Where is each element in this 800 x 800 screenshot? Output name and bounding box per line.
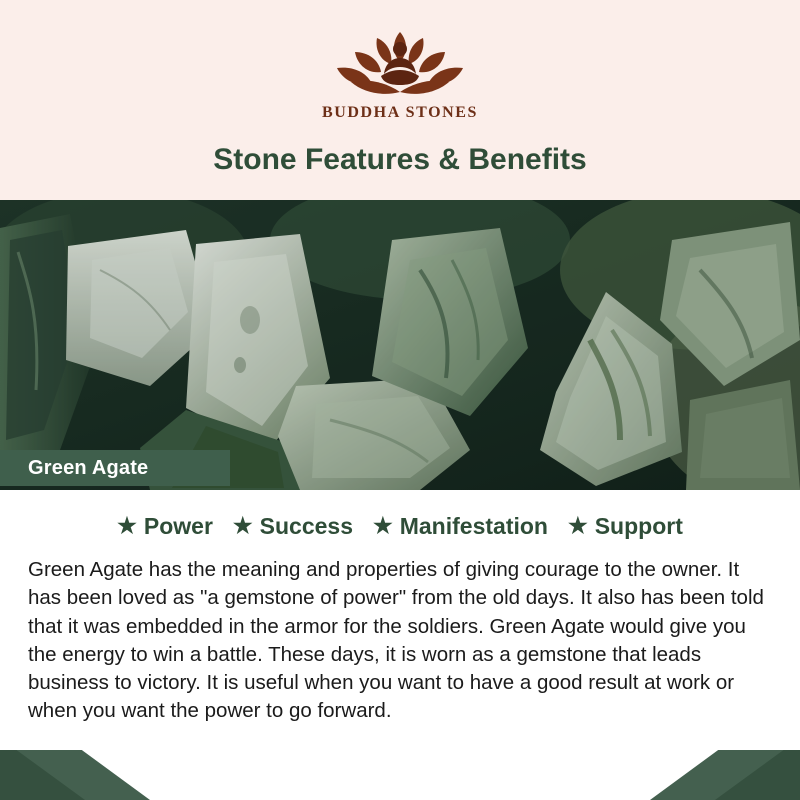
page-title: Stone Features & Benefits [213,143,587,176]
header-title-band [160,137,640,183]
keyword-item-manifestation [373,513,548,540]
keyword-list [24,490,776,554]
lotus-meditation-icon [325,22,475,100]
keyword-label: Power [143,512,213,539]
content-block [0,490,800,750]
keyword-label: Support [594,512,683,539]
keyword-label: Manifestation [399,512,548,539]
star-icon: ★ [117,513,137,538]
header [0,0,800,200]
brand-logo [322,22,478,122]
keyword-item-support [568,513,683,540]
keyword-label: Success [259,512,353,539]
stone-name-label [0,450,230,486]
keyword-item-success [233,513,353,540]
stone-photo [0,200,800,490]
stone-name-text: Green Agate [28,456,149,479]
stone-photo-illustration [0,200,800,490]
star-icon: ★ [373,513,393,538]
star-icon: ★ [232,513,253,538]
brand-name: BUDDHA STONES [321,104,479,121]
stone-description: Green Agate has the meaning and properties of giving courage to the owner. It has been loved as "a gemstone of power" from the old days. It also has been told that it was embedded in the armor for the soldiers. Green Agate would give you the energy to win a battle. These days, it is worn as a gemstone that leads business to victory. It is useful when you want to have a good result at work or when you want the power to go forward. [28,558,764,723]
keyword-item-power [117,513,213,540]
star-icon: ★ [567,513,588,538]
